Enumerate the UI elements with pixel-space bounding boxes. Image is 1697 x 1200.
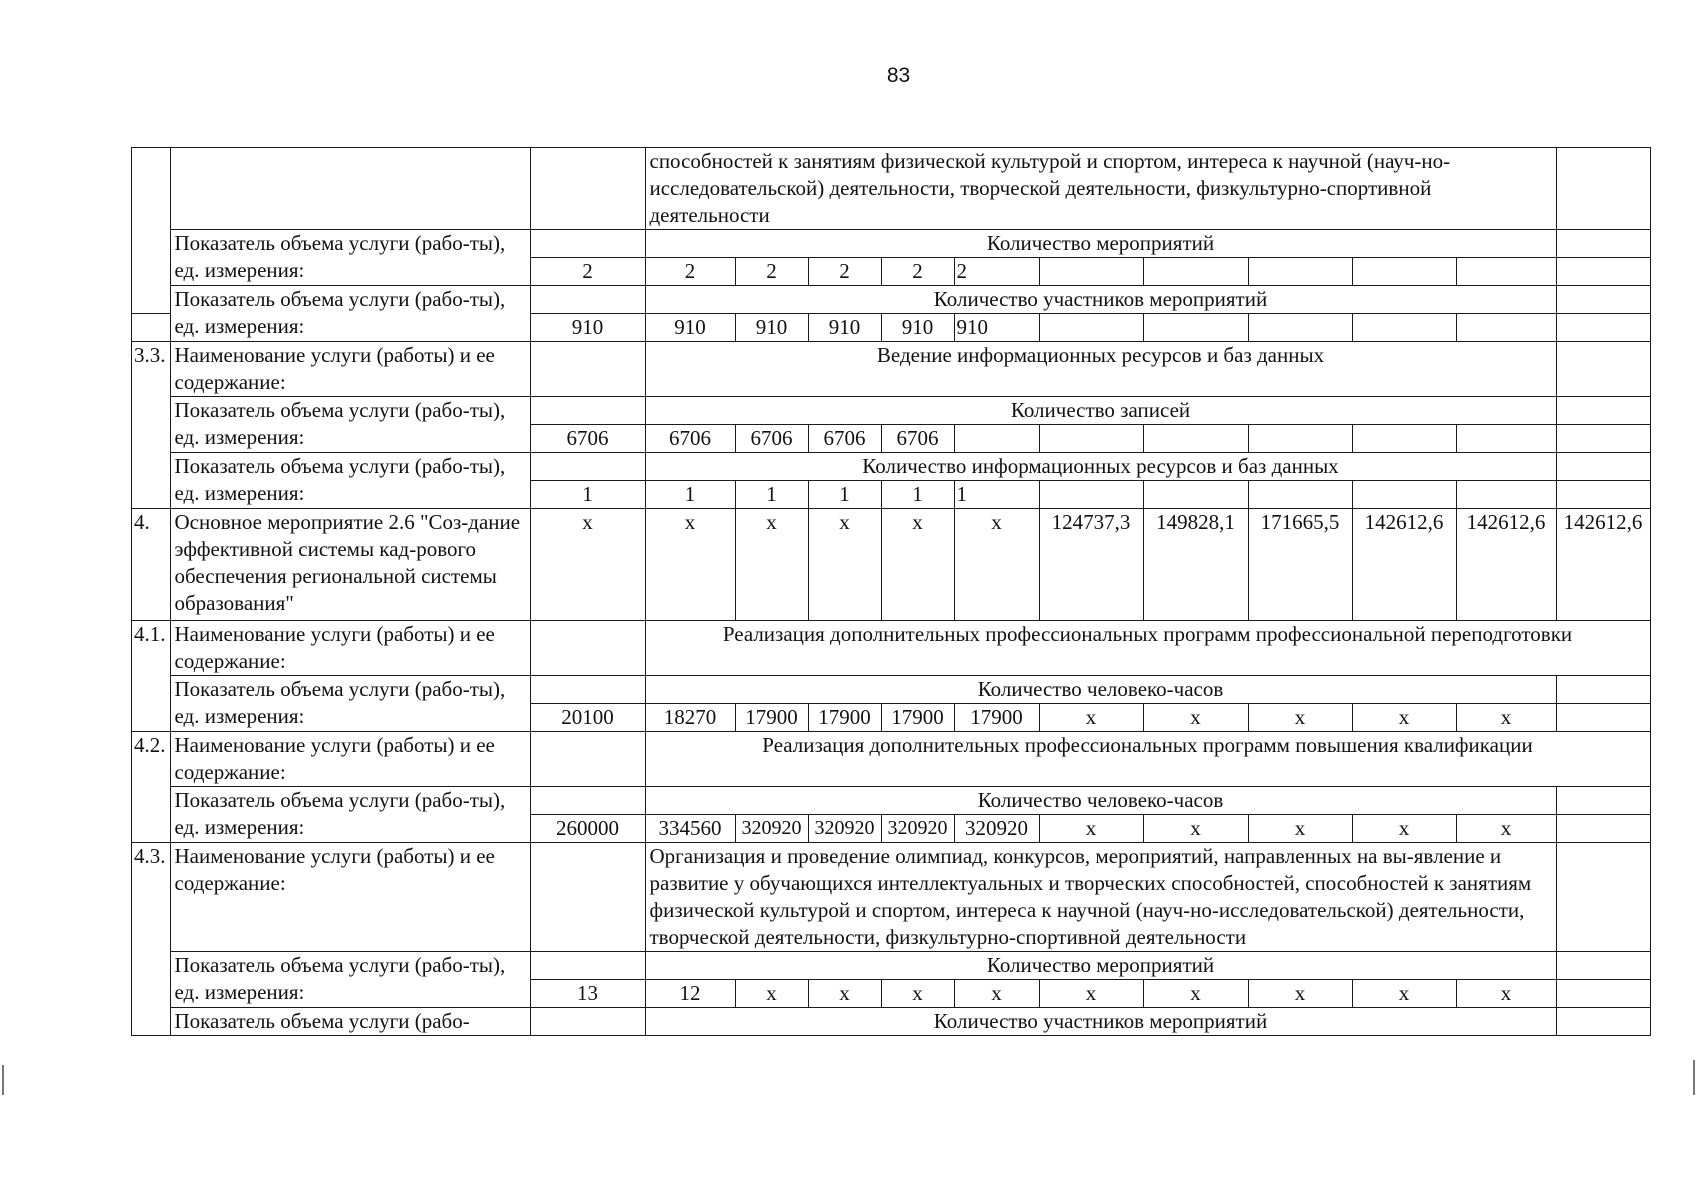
item-number: 4.2.: [132, 732, 171, 843]
value-cell: x: [881, 509, 954, 621]
value-cell: [530, 621, 645, 676]
activity-title: Основное мероприятие 2.6 "Соз-дание эффективной системы кад-рового обеспечения региональной системы образования": [170, 509, 530, 621]
amount-cell: 142612,6: [1556, 509, 1650, 621]
value-cell: [1556, 258, 1650, 286]
value-cell: [1556, 481, 1650, 509]
row-number-cell: [132, 230, 171, 258]
value-cell: [1248, 314, 1352, 342]
table-row: [132, 676, 1651, 704]
value-cell: [1352, 314, 1456, 342]
service-name: Ведение информационных ресурсов и баз данных: [645, 342, 1556, 397]
value-cell: [1143, 314, 1248, 342]
value-cell: [1248, 258, 1352, 286]
table-row: [132, 843, 1651, 952]
value-cell: [1143, 258, 1248, 286]
service-name: Реализация дополнительных профессиональных программ профессиональной переподготовки: [645, 621, 1650, 676]
value-cell: [1556, 787, 1650, 815]
value-cell: 320920: [954, 815, 1039, 843]
value-cell: [530, 787, 645, 815]
item-number: 3.3.: [132, 342, 171, 509]
value-cell: 320920: [735, 815, 808, 843]
service-name-label: Наименование услуги (работы) и ее содержание:: [170, 843, 530, 952]
unit-label: Количество мероприятий: [645, 952, 1556, 980]
value-cell: [1352, 425, 1456, 453]
value-cell: 1: [735, 481, 808, 509]
table-row: [132, 621, 1651, 676]
value-cell: 910: [954, 314, 1039, 342]
value-cell: x: [1039, 980, 1143, 1008]
volume-indicator-label: Показатель объема услуги (рабо-ты), ед. измерения:: [170, 676, 530, 732]
value-cell: 2: [645, 258, 735, 286]
value-cell: 17900: [808, 704, 881, 732]
value-cell: 260000: [530, 815, 645, 843]
value-cell: [1556, 815, 1650, 843]
unit-label: Количество мероприятий: [645, 230, 1556, 258]
value-cell: 1: [881, 481, 954, 509]
page-number: 83: [886, 64, 911, 87]
value-cell: [1456, 481, 1556, 509]
value-cell: [1456, 314, 1556, 342]
value-cell: 6706: [645, 425, 735, 453]
volume-indicator-label: Показатель объема услуги (рабо-ты), ед. измерения:: [170, 230, 530, 286]
value-cell: [1039, 425, 1143, 453]
table-row: [132, 453, 1651, 481]
value-cell: [1352, 258, 1456, 286]
scan-edge-right: [1693, 1060, 1695, 1095]
value-cell: [530, 843, 645, 952]
scan-edge-left: [2, 1065, 4, 1095]
value-cell: [530, 732, 645, 787]
value-cell: [1556, 453, 1650, 481]
value-cell: x: [1143, 980, 1248, 1008]
value-cell: x: [1143, 815, 1248, 843]
service-description: способностей к занятиям физической культурой и спортом, интереса к научной (науч-но-исследовательской) деятельности, творческой деятельности, физкультурно-спортивной деятельности: [645, 148, 1556, 230]
value-cell: 2: [735, 258, 808, 286]
value-cell: 1: [808, 481, 881, 509]
value-cell: 320920: [808, 815, 881, 843]
value-cell: [1248, 425, 1352, 453]
table-row: [132, 286, 1651, 314]
volume-indicator-label: Показатель объема услуги (рабо-ты), ед. измерения:: [170, 453, 530, 509]
value-cell: 17900: [881, 704, 954, 732]
table-row: [132, 1008, 1651, 1036]
service-name: Организация и проведение олимпиад, конкурсов, мероприятий, направленных на вы-явление и развитие у обучающихся интеллектуальных и творческих способностей, способностей к занятиям физической культурой и спортом, интереса к научной (науч-но-исследовательской) деятельности, творческой деятельности, физкультурно-спортивной деятельности: [645, 843, 1556, 952]
value-cell: 2: [808, 258, 881, 286]
value-cell: 334560: [645, 815, 735, 843]
value-cell: [530, 230, 645, 258]
volume-indicator-label: Показатель объема услуги (рабо-: [170, 1008, 530, 1036]
value-cell: [530, 286, 645, 314]
service-name-label: Наименование услуги (работы) и ее содержание:: [170, 732, 530, 787]
value-cell: 17900: [735, 704, 808, 732]
label-cell: [170, 148, 530, 230]
value-cell: [530, 397, 645, 425]
value-cell: 20100: [530, 704, 645, 732]
value-cell: x: [808, 509, 881, 621]
value-cell: 13: [530, 980, 645, 1008]
table-row: [132, 509, 1651, 621]
table-row: [132, 230, 1651, 258]
value-cell: 1: [530, 481, 645, 509]
value-cell: [1556, 704, 1650, 732]
value-cell: 910: [735, 314, 808, 342]
value-cell: x: [1352, 815, 1456, 843]
value-cell: 1: [954, 481, 1039, 509]
value-cell: [530, 952, 645, 980]
value-cell: 12: [645, 980, 735, 1008]
row-number-cell: [132, 314, 171, 342]
value-cell: [1456, 258, 1556, 286]
value-cell: [1556, 676, 1650, 704]
value-cell: [1556, 230, 1650, 258]
value-cell: [1556, 314, 1650, 342]
value-cell: [530, 453, 645, 481]
unit-label: Количество участников мероприятий: [645, 1008, 1556, 1036]
value-cell: [1143, 425, 1248, 453]
item-number: 4.3.: [132, 843, 171, 1036]
value-cell: [1556, 148, 1650, 230]
value-cell: [530, 676, 645, 704]
value-cell: [1556, 286, 1650, 314]
value-cell: [1556, 425, 1650, 453]
value-cell: x: [1248, 980, 1352, 1008]
volume-indicator-label: Показатель объема услуги (рабо-ты), ед. измерения:: [170, 397, 530, 453]
value-cell: x: [645, 509, 735, 621]
value-cell: [1556, 980, 1650, 1008]
value-cell: x: [1143, 704, 1248, 732]
value-cell: x: [735, 509, 808, 621]
item-number: 4.1.: [132, 621, 171, 732]
volume-indicator-label: Показатель объема услуги (рабо-ты), ед. измерения:: [170, 787, 530, 843]
value-cell: x: [1039, 815, 1143, 843]
table-row: [132, 732, 1651, 787]
value-cell: 910: [808, 314, 881, 342]
value-cell: x: [1039, 704, 1143, 732]
unit-label: Количество человеко-часов: [645, 787, 1556, 815]
table-row: [132, 342, 1651, 397]
value-cell: x: [954, 509, 1039, 621]
value-cell: 2: [954, 258, 1039, 286]
row-number-cell: [132, 148, 171, 230]
value-cell: x: [881, 980, 954, 1008]
value-cell: 17900: [954, 704, 1039, 732]
amount-cell: 142612,6: [1352, 509, 1456, 621]
table-row: [132, 952, 1651, 980]
value-cell: 2: [881, 258, 954, 286]
volume-indicator-label: Показатель объема услуги (рабо-ты), ед. измерения:: [170, 286, 530, 342]
row-number-cell: [132, 258, 171, 286]
row-number-cell: [132, 286, 171, 314]
service-name-label: Наименование услуги (работы) и ее содержание:: [170, 342, 530, 397]
value-cell: x: [808, 980, 881, 1008]
value-cell: x: [530, 509, 645, 621]
value-cell: 910: [645, 314, 735, 342]
value-cell: [1556, 1008, 1650, 1036]
value-cell: 2: [530, 258, 645, 286]
value-cell: x: [1248, 704, 1352, 732]
value-cell: [1556, 397, 1650, 425]
service-name-label: Наименование услуги (работы) и ее содержание:: [170, 621, 530, 676]
value-cell: [1352, 481, 1456, 509]
value-cell: 6706: [881, 425, 954, 453]
value-cell: x: [1248, 815, 1352, 843]
value-cell: [1556, 342, 1650, 397]
value-cell: 6706: [735, 425, 808, 453]
value-cell: 320920: [881, 815, 954, 843]
value-cell: 910: [881, 314, 954, 342]
value-cell: [954, 425, 1039, 453]
value-cell: 910: [530, 314, 645, 342]
value-cell: [1556, 952, 1650, 980]
unit-label: Количество человеко-часов: [645, 676, 1556, 704]
volume-indicator-label: Показатель объема услуги (рабо-ты), ед. измерения:: [170, 952, 530, 1008]
value-cell: x: [735, 980, 808, 1008]
unit-label: Количество участников мероприятий: [645, 286, 1556, 314]
amount-cell: 124737,3: [1039, 509, 1143, 621]
amount-cell: 149828,1: [1143, 509, 1248, 621]
value-cell: 6706: [808, 425, 881, 453]
value-cell: 18270: [645, 704, 735, 732]
amount-cell: 171665,5: [1248, 509, 1352, 621]
value-cell: [1039, 481, 1143, 509]
value-cell: [1039, 258, 1143, 286]
value-cell: [1556, 843, 1650, 952]
value-cell: x: [1456, 815, 1556, 843]
value-cell: [1248, 481, 1352, 509]
unit-label: Количество информационных ресурсов и баз данных: [645, 453, 1556, 481]
item-number: 4.: [132, 509, 171, 621]
program-table: [131, 147, 1651, 1036]
amount-cell: 142612,6: [1456, 509, 1556, 621]
table-row: [132, 787, 1651, 815]
unit-label: Количество записей: [645, 397, 1556, 425]
table-row: [132, 148, 1651, 230]
value-cell: [530, 148, 645, 230]
table-row: [132, 397, 1651, 425]
value-cell: x: [1456, 704, 1556, 732]
value-cell: [530, 342, 645, 397]
value-cell: [530, 1008, 645, 1036]
value-cell: 6706: [530, 425, 645, 453]
value-cell: x: [954, 980, 1039, 1008]
value-cell: [1143, 481, 1248, 509]
value-cell: x: [1352, 980, 1456, 1008]
value-cell: [1456, 425, 1556, 453]
value-cell: x: [1456, 980, 1556, 1008]
value-cell: x: [1352, 704, 1456, 732]
service-name: Реализация дополнительных профессиональных программ повышения квалификации: [645, 732, 1650, 787]
value-cell: 1: [645, 481, 735, 509]
value-cell: [1039, 314, 1143, 342]
